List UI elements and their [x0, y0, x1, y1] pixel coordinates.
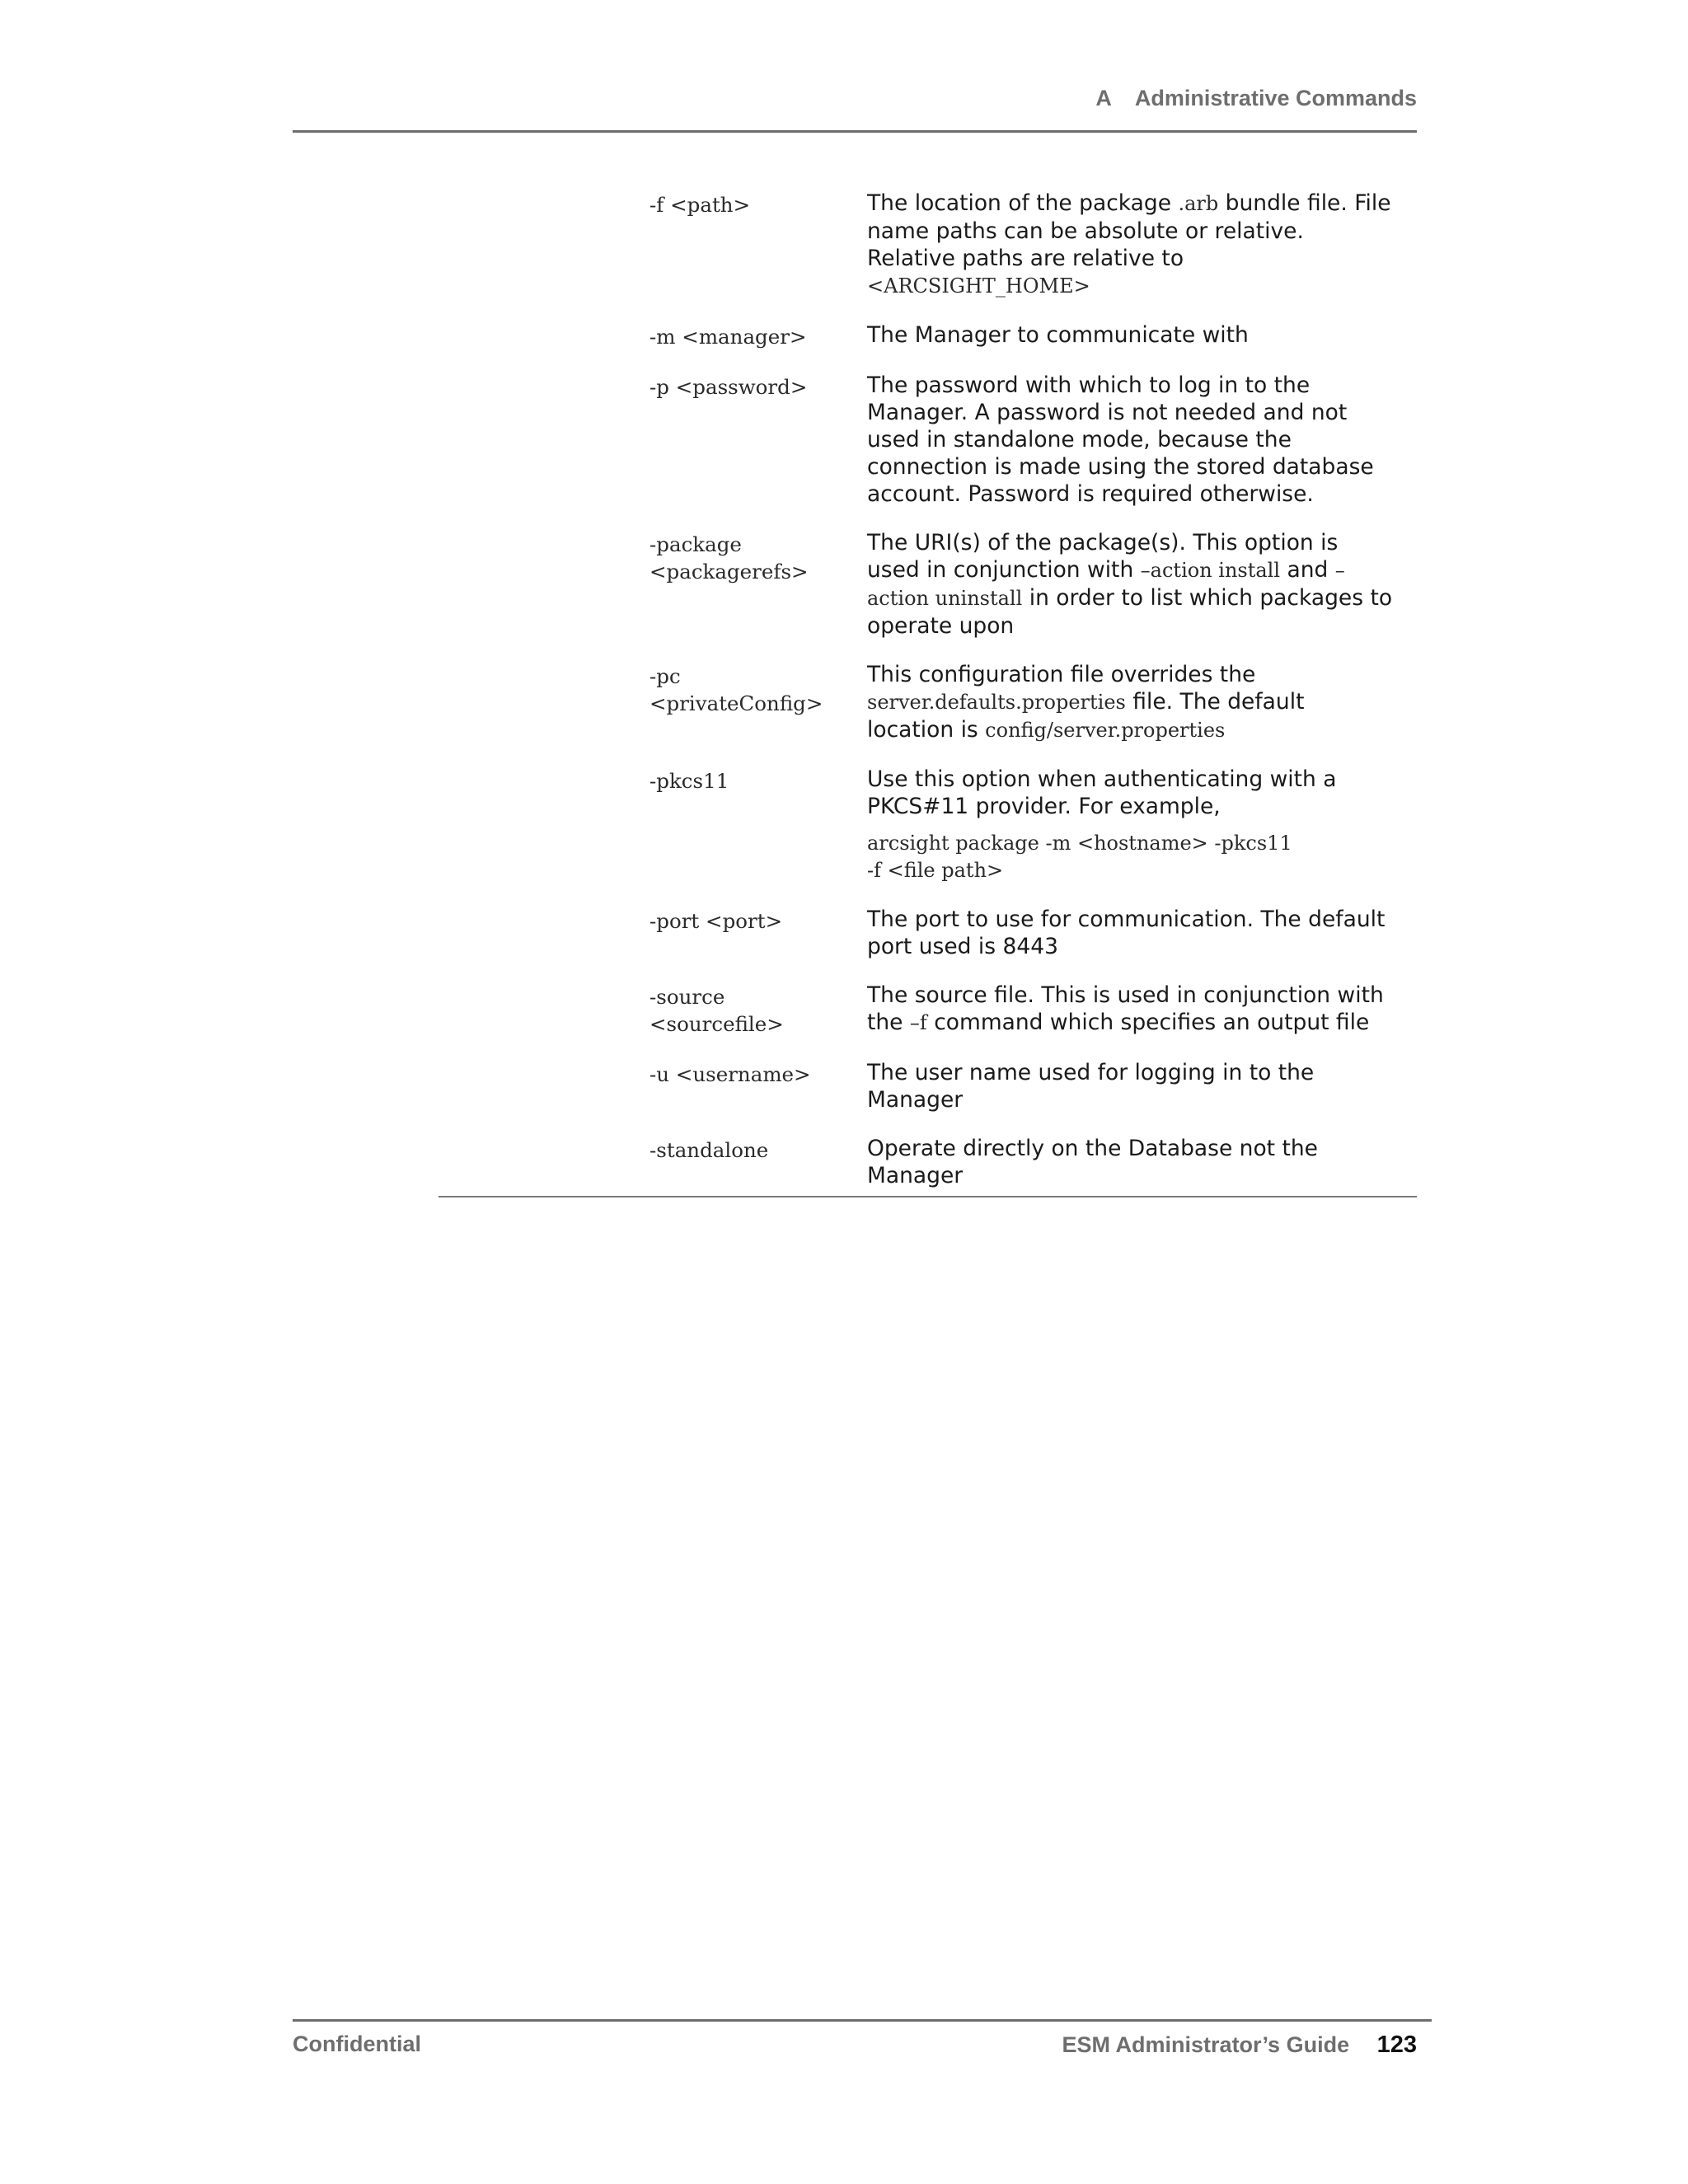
table-row	[438, 661, 1417, 744]
page-number: 123	[1376, 2032, 1417, 2058]
option-description	[867, 982, 1395, 1038]
inline-code: –action install	[1140, 559, 1281, 582]
description-segment: The password with which to log in to the Manager. A password is not needed and not used in standalone mode, because the connection is made using the stored database account. Password is required otherwise.	[867, 373, 1374, 507]
inline-code: –f	[909, 1011, 927, 1034]
description-text	[867, 321, 1395, 349]
option-name: -package <packagerefs>	[649, 532, 809, 583]
table-row	[438, 1059, 1417, 1113]
description-segment: Operate directly on the Database not the Manager	[867, 1136, 1318, 1188]
option-name: -pc <privateConfig>	[649, 664, 823, 715]
description-text	[867, 661, 1395, 744]
description-text	[867, 906, 1395, 960]
option-description	[867, 190, 1395, 300]
inline-code: config/server.properties	[985, 719, 1226, 742]
description-text	[867, 1059, 1395, 1113]
chapter-title: Administrative Commands	[1134, 86, 1417, 110]
description-segment: The port to use for communication. The default port used is 8443	[867, 907, 1386, 959]
description-segment: This configuration file overrides the	[867, 662, 1256, 687]
description-text	[867, 1135, 1395, 1189]
table-row	[438, 906, 1417, 960]
guide-title: ESM Administrator’s Guide	[1062, 2032, 1350, 2057]
option-description	[867, 906, 1395, 960]
description-segment: Use this option when authenticating with a PKCS#11 provider. For example,	[867, 766, 1337, 819]
table-row	[438, 372, 1417, 508]
confidential-label: Confidential	[293, 2032, 421, 2056]
inline-code: .arb	[1178, 192, 1219, 215]
page-footer	[293, 2019, 1432, 2059]
table-row	[438, 982, 1417, 1038]
description-segment: and	[1280, 557, 1335, 583]
table-row	[438, 1135, 1417, 1189]
description-segment: The source file. This is used in conjunction with the	[867, 982, 1384, 1035]
option-name: -u <username>	[649, 1062, 811, 1086]
option-name: -pkcs11	[649, 769, 729, 793]
description-segment: bundle file. File name paths can be absolute or relative. Relative paths are relative to	[867, 190, 1391, 271]
option-name: -standalone	[649, 1138, 769, 1162]
option-name: -m <manager>	[649, 325, 807, 349]
description-segment: The location of the package	[867, 190, 1179, 216]
description-segment: file. The default location is	[867, 689, 1305, 743]
page-header	[293, 86, 1417, 133]
inline-code: server.defaults.properties	[867, 691, 1126, 714]
table-row	[438, 766, 1417, 884]
description-segment: in order to list which packages to operate upon	[867, 585, 1393, 639]
option-description	[867, 766, 1395, 884]
command-options-table	[438, 190, 1417, 1197]
option-name: -f <path>	[649, 193, 751, 217]
description-segment: The Manager to communicate with	[867, 322, 1249, 348]
option-name: -p <password>	[649, 375, 808, 399]
option-name: -port <port>	[649, 909, 783, 933]
description-text	[867, 529, 1395, 640]
option-description	[867, 529, 1395, 640]
option-description	[867, 321, 1395, 350]
description-segment: The URI(s) of the package(s). This option is used in conjunction with	[867, 530, 1339, 583]
appendix-letter: A	[1095, 86, 1112, 110]
option-name: -source <sourcefile>	[649, 985, 784, 1036]
code-example: arcsight package -m <hostname> -pkcs11 -f <file path>	[867, 832, 1292, 882]
inline-code: <ARCSIGHT_HOME>	[867, 274, 1090, 298]
option-description	[867, 661, 1395, 744]
description-text	[867, 190, 1395, 300]
option-description	[867, 1059, 1395, 1113]
description-text	[867, 372, 1395, 508]
option-description	[867, 1135, 1395, 1189]
footer-right	[1062, 2032, 1417, 2059]
description-text	[867, 982, 1395, 1037]
description-text	[867, 766, 1395, 820]
table-row	[438, 321, 1417, 350]
description-segment: The user name used for logging in to the Manager	[867, 1060, 1315, 1113]
table-row	[438, 529, 1417, 640]
table-row	[438, 190, 1417, 300]
description-segment: command which specifies an output file	[926, 1010, 1370, 1035]
option-description	[867, 372, 1395, 508]
inline-code: –action uninstall	[867, 559, 1345, 610]
